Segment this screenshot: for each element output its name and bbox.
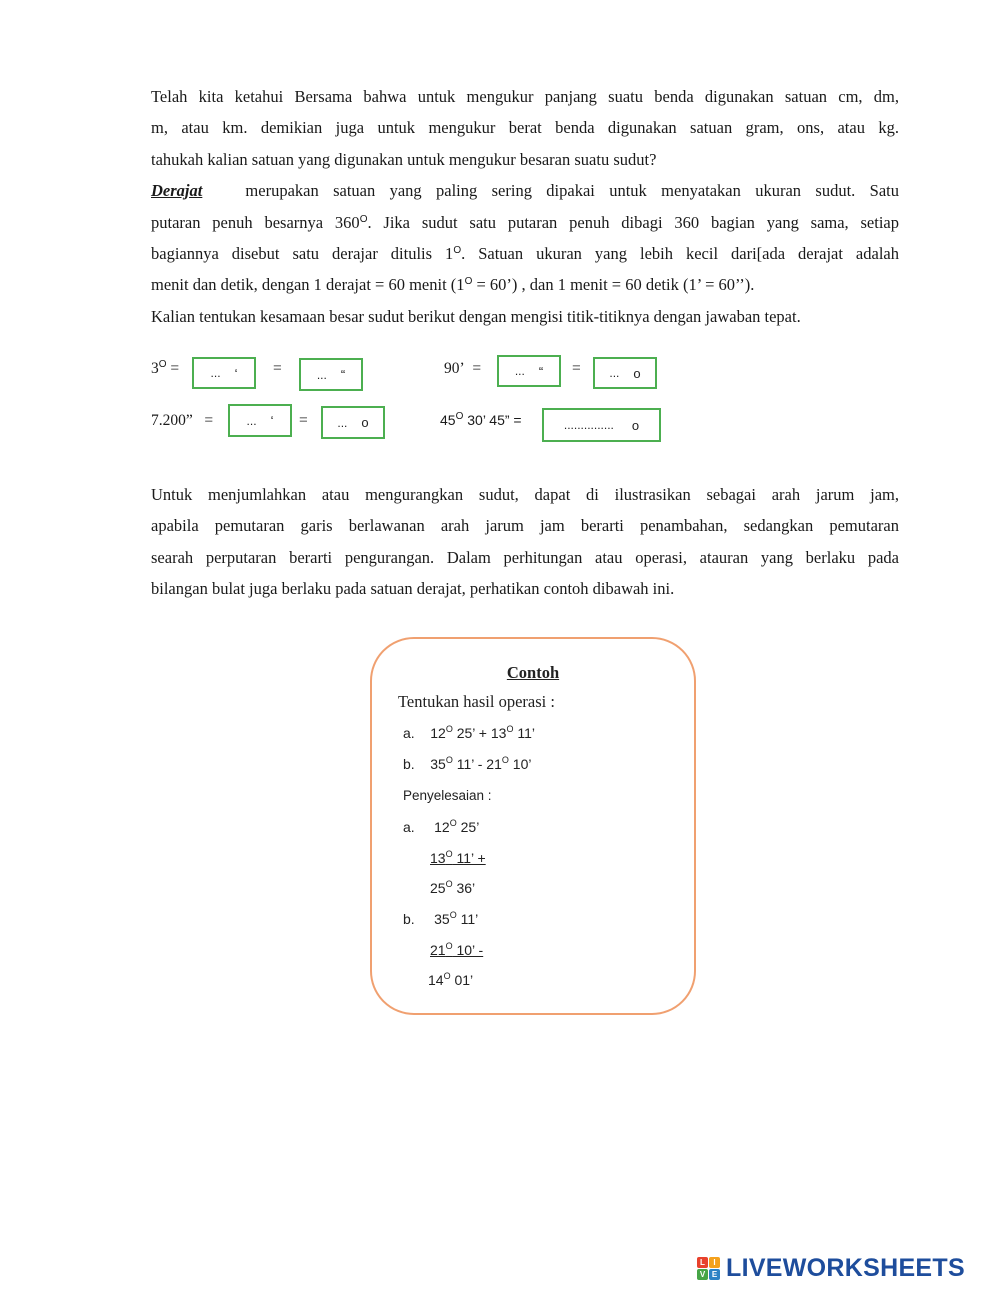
q1-equals: = <box>273 360 282 377</box>
q2-label: 90’ = <box>444 360 482 377</box>
solution-b-result: $14^O$ 01’ <box>428 971 474 988</box>
intro-line-6 <box>151 238 899 269</box>
q1-answer-minutes[interactable]: ... ‘ <box>192 357 256 389</box>
intro-line-4 <box>151 175 899 206</box>
q1-label: $3^O$ = <box>151 359 180 377</box>
intro-line-1: Telah kita ketahui Bersama bahwa untuk mengukur panjang suatu benda digunakan satuan cm, dm, <box>151 87 899 106</box>
liveworksheets-logo-text: LIVEWORKSHEETS <box>726 1254 965 1282</box>
example-question-b: b. $35^O$ 11’ - $21^O$ 10’ <box>403 755 532 772</box>
example-question-a: a. $12^O$ 25’ + $13^O$ 11’ <box>403 724 535 741</box>
q2-equals: = <box>572 360 581 377</box>
q2-answer-seconds[interactable]: ... “ <box>497 355 561 387</box>
intro-line-7a: menit dan detik, dengan 1 derajat = 60 menit (1 <box>151 275 465 295</box>
degree-symbol: O <box>464 276 473 288</box>
intro-line-6b: . Satuan ukuran yang lebih kecil dari[ada derajat adalah <box>461 243 899 263</box>
q1-answer-seconds[interactable]: ... “ <box>299 358 363 391</box>
example-title: Contoh <box>506 663 560 682</box>
solution-label: Penyelesaian : <box>403 788 492 803</box>
intro-line-4-text: merupakan satuan yang paling sering dipakai untuk menyatakan ukuran sudut. Satu <box>245 181 899 201</box>
liveworksheets-logo[interactable] <box>697 1254 965 1283</box>
operations-line-3: searah perputaran berarti pengurangan. Dalam perhitungan atau operasi, atauran yang berlaku pada <box>151 547 899 567</box>
q3-answer-minutes[interactable]: ... ‘ <box>228 404 292 437</box>
intro-line-2: m, atau km. demikian juga untuk mengukur berat benda digunakan satuan gram, ons, atau kg. <box>151 118 899 138</box>
q4-answer-degrees[interactable]: ............... o <box>542 408 661 442</box>
intro-line-8: Kalian tentukan kesamaan besar sudut berikut dengan mengisi titik-titiknya dengan jawaban tepat. <box>151 306 801 326</box>
degree-symbol: O <box>453 244 462 256</box>
operations-line-4: bilangan bulat juga berlaku pada satuan derajat, perhatikan contoh dibawah ini. <box>151 579 675 599</box>
q3-answer-degrees[interactable]: ... o <box>321 406 385 439</box>
operations-paragraph <box>151 479 899 605</box>
operations-line-1: Untuk menjumlahkan atau mengurangkan sudut, dapat di ilustrasikan sebagai arah jarum jam, <box>151 485 899 504</box>
intro-line-7b: = 60’) , dan 1 menit = 60 detik (1’ = 60’’). <box>472 275 755 295</box>
intro-line-3: tahukah kalian satuan yang digunakan untuk mengukur besaran suatu sudut? <box>151 149 657 169</box>
intro-line-5b: . Jika sudut satu putaran penuh dibagi 360 bagian yang sama, setiap <box>367 212 900 232</box>
q4-label: $45^O$ 30’ 45” = <box>440 411 522 428</box>
q2-answer-degrees[interactable]: ... o <box>593 357 657 389</box>
example-instruction: Tentukan hasil operasi : <box>398 692 555 711</box>
example-box <box>370 637 696 1015</box>
derajat-term: Derajat <box>151 181 203 201</box>
q3-label: 7.200” = <box>151 412 214 429</box>
q3-equals: = <box>299 412 308 429</box>
solution-a-result: $25^O$ 36’ <box>430 879 476 896</box>
solution-b-line-1: b. $35^O$ 11’ <box>403 910 479 927</box>
intro-line-7 <box>151 269 899 300</box>
intro-line-5 <box>151 207 899 238</box>
intro-line-5a: putaran penuh besarnya 360 <box>151 212 360 232</box>
intro-line-6a: bagiannya disebut satu derajar ditulis 1 <box>151 243 454 263</box>
degree-symbol: O <box>359 213 368 225</box>
solution-a-line-1: a. $12^O$ 25’ <box>403 818 480 835</box>
liveworksheets-logo-icon: L I V E <box>697 1257 720 1280</box>
intro-paragraph <box>151 81 899 332</box>
operations-line-2: apabila pemutaran garis berlawanan arah jarum jam berarti penambahan, sedangkan pemutaran <box>151 516 899 536</box>
solution-a-line-2: $13^O$ 11’ + <box>430 849 486 866</box>
solution-b-line-2: $21^O$ 10’ - <box>430 941 484 958</box>
